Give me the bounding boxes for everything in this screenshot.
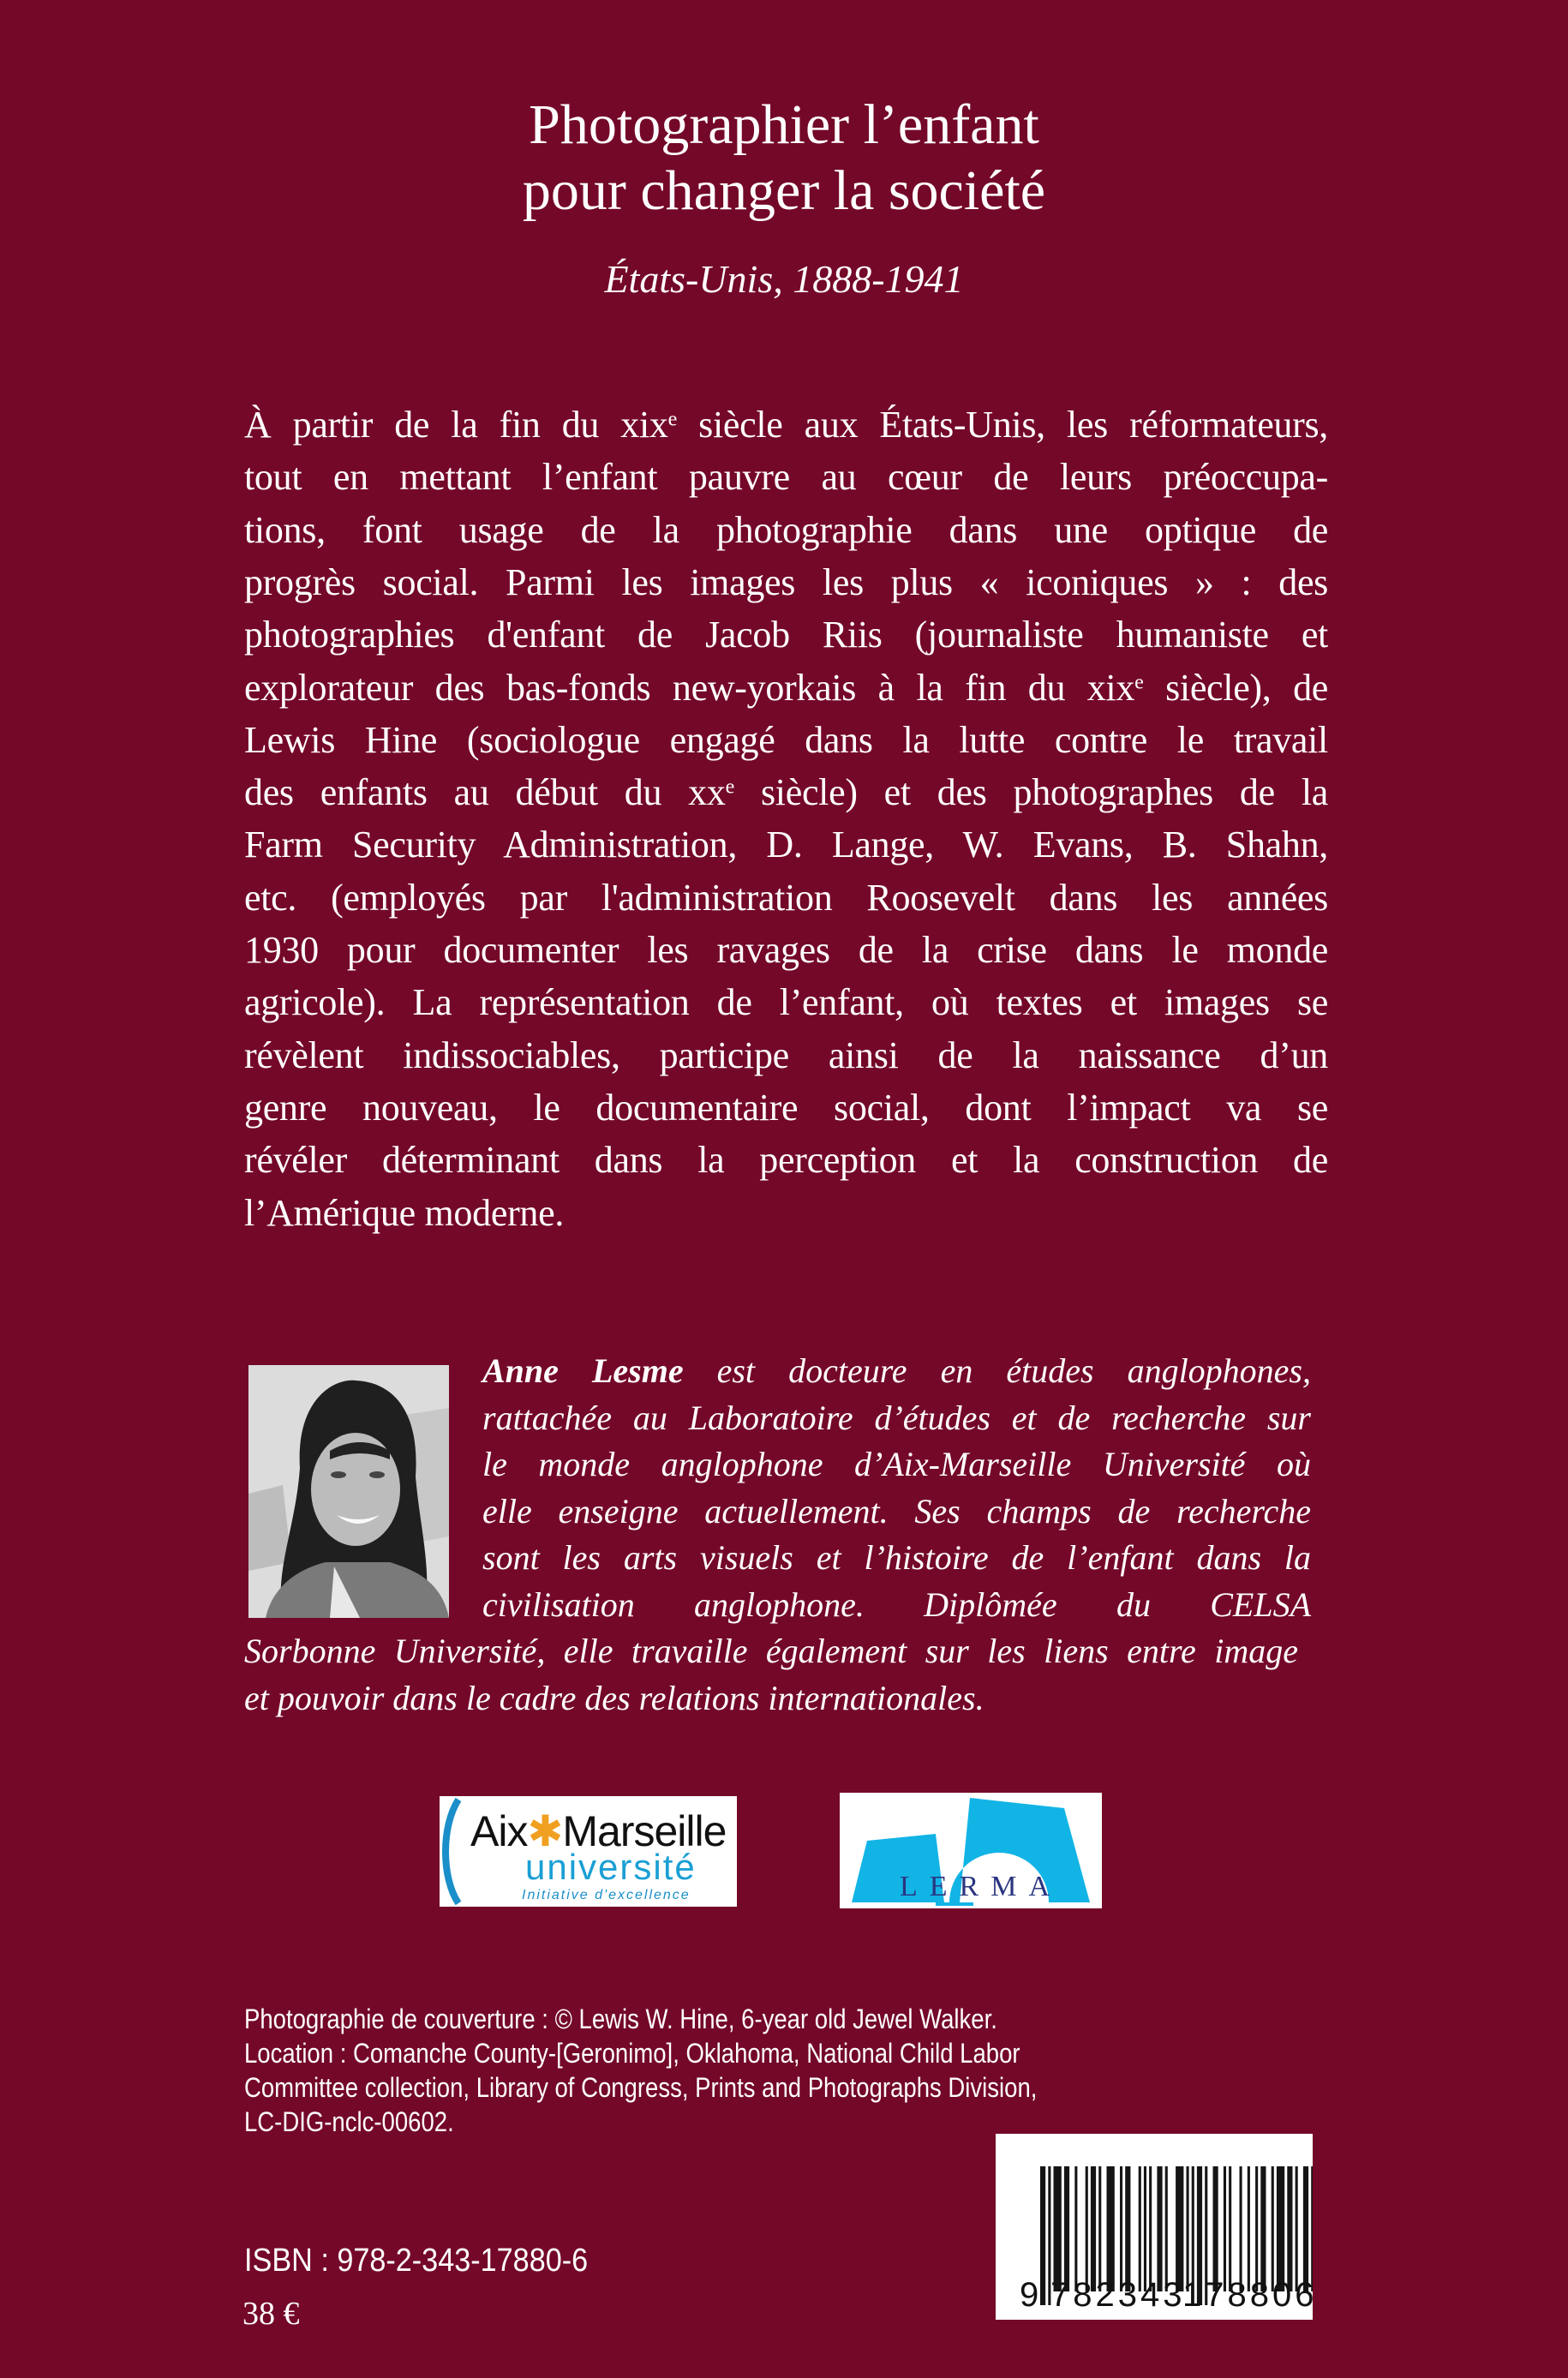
summary-text: siècle), de <box>1143 666 1328 709</box>
summary-line <box>244 981 1328 1024</box>
summary-line <box>244 1086 1328 1129</box>
summary-line <box>244 666 1328 709</box>
summary-text: À partir de la fin du xix <box>244 404 668 446</box>
book-title-line-2: pour changer la société <box>522 159 1046 222</box>
credit-line: Location : Comanche County-[Geronimo], Oklahoma, National Child Labor <box>244 2038 1020 2069</box>
summary-text: photographies d'enfant de Jacob Riis (journaliste humaniste et <box>244 614 1328 656</box>
isbn-barcode <box>996 2134 1318 2320</box>
author-photo <box>248 1365 449 1618</box>
author-bio-text: le monde anglophone d’Aix-Marseille Université où <box>482 1445 1311 1483</box>
summary-line <box>244 771 1328 814</box>
summary-line <box>244 931 1328 969</box>
summary-text: tout en mettant l’enfant pauvre au cœur de leurs préoccupa- <box>244 456 1328 499</box>
summary-line <box>244 1191 1328 1234</box>
summary-text: révèlent indissociables, participe ainsi de la naissance d’un <box>244 1033 1328 1076</box>
lerma-text: LERMA <box>900 1871 1062 1902</box>
summary-line <box>244 826 1328 864</box>
author-bio-text: et pouvoir dans le cadre des relations internationales. <box>244 1678 984 1717</box>
superscript: e <box>725 775 734 799</box>
barcode-digits-left: 782343 <box>1050 2276 1186 2314</box>
summary-line <box>244 876 1328 919</box>
isbn-text: ISBN : 978-2-343-17880-6 <box>244 2243 589 2279</box>
author-bio-line <box>482 1491 1311 1530</box>
summary-line <box>244 1033 1328 1076</box>
summary-text: l’Amérique moderne. <box>244 1191 565 1234</box>
summary-text: tions, font usage de la photographie dans une optique de <box>244 508 1328 551</box>
summary-text: explorateur des bas-fonds new-yorkais à la fin du xix <box>244 666 1135 709</box>
summary-text: des enfants au début du xx <box>244 771 726 814</box>
summary-text: 1930 pour documenter les ravages de la crise dans le monde <box>244 929 1328 971</box>
author-bio-text: rattachée au Laboratoire d’études et de recherche sur <box>482 1398 1311 1437</box>
author-portrait-icon <box>248 1365 449 1618</box>
amu-universite-text: université <box>525 1847 697 1887</box>
book-title-line-1: Photographier l’enfant <box>529 93 1039 156</box>
author-bio-line <box>244 1634 1298 1668</box>
author-bio-line <box>482 1447 1311 1482</box>
summary-text: siècle) et des photographes de la <box>734 771 1328 814</box>
author-bio-line <box>482 1538 1311 1577</box>
credit-line: Photographie de couverture : © Lewis W. Hine, 6-year old Jewel Walker. <box>244 2004 997 2034</box>
author-bio-line <box>482 1398 1311 1437</box>
author-bio-text: sont les arts visuels et l’histoire de l’enfant dans la <box>482 1538 1311 1577</box>
credit-line: LC-DIG-nclc-00602. <box>244 2106 454 2137</box>
author-bio-line <box>244 1678 1298 1717</box>
barcode-digit-first: 9 <box>1020 2276 1039 2314</box>
lerma-logo <box>840 1793 1102 1908</box>
summary-text: révéler déterminant dans la perception et la construction de <box>244 1139 1328 1182</box>
summary-text: agricole). La représentation de l’enfant, où textes et images se <box>244 981 1328 1024</box>
price-text: 38 € <box>242 2296 300 2332</box>
author-bio-line <box>482 1351 1311 1390</box>
superscript: e <box>1134 670 1144 694</box>
amu-marseille-text: Marseille <box>562 1807 727 1855</box>
author-name: Anne Lesme <box>482 1351 684 1390</box>
amu-asterisk-icon: ✱ <box>527 1807 563 1855</box>
summary-line <box>244 718 1328 761</box>
summary-text: progrès social. Parmi les images les plus « iconiques » : des <box>244 560 1328 603</box>
summary-text: Lewis Hine (sociologue engagé dans la lutte contre le travail <box>244 718 1328 761</box>
book-subtitle: États-Unis, 1888-1941 <box>604 257 964 301</box>
summary-line <box>244 616 1328 654</box>
summary-text: siècle aux États-Unis, les réformateurs, <box>677 404 1328 446</box>
summary-text: genre nouveau, le documentaire social, dont l’impact va se <box>244 1086 1328 1129</box>
summary-line <box>244 406 1328 444</box>
amu-aix-text: Aix <box>470 1807 528 1855</box>
aix-marseille-universite-logo <box>440 1796 737 1907</box>
author-bio-text: est docteure en études anglophones, <box>683 1351 1311 1390</box>
summary-line <box>244 1139 1328 1182</box>
summary-line <box>244 508 1328 551</box>
summary-text: Farm Security Administration, D. Lange, W. Evans, B. Shahn, <box>244 824 1328 866</box>
amu-initiative-text: Initiative d'excellence <box>522 1888 691 1902</box>
barcode-digits-right: 178806 <box>1182 2276 1318 2314</box>
author-bio-text: elle enseigne actuellement. Ses champs de recherche <box>482 1491 1311 1530</box>
summary-line <box>244 456 1328 499</box>
author-bio-line <box>482 1584 1311 1624</box>
superscript: e <box>667 407 678 431</box>
author-bio-text: Sorbonne Université, elle travaille également sur les liens entre image <box>244 1632 1298 1670</box>
credit-line: Committee collection, Library of Congress, Prints and Photographs Division, <box>244 2072 1038 2103</box>
summary-line <box>244 560 1328 603</box>
author-bio-text: civilisation anglophone. Diplômée du CELSA <box>482 1584 1311 1624</box>
summary-text: etc. (employés par l'administration Roosevelt dans les années <box>244 876 1328 919</box>
